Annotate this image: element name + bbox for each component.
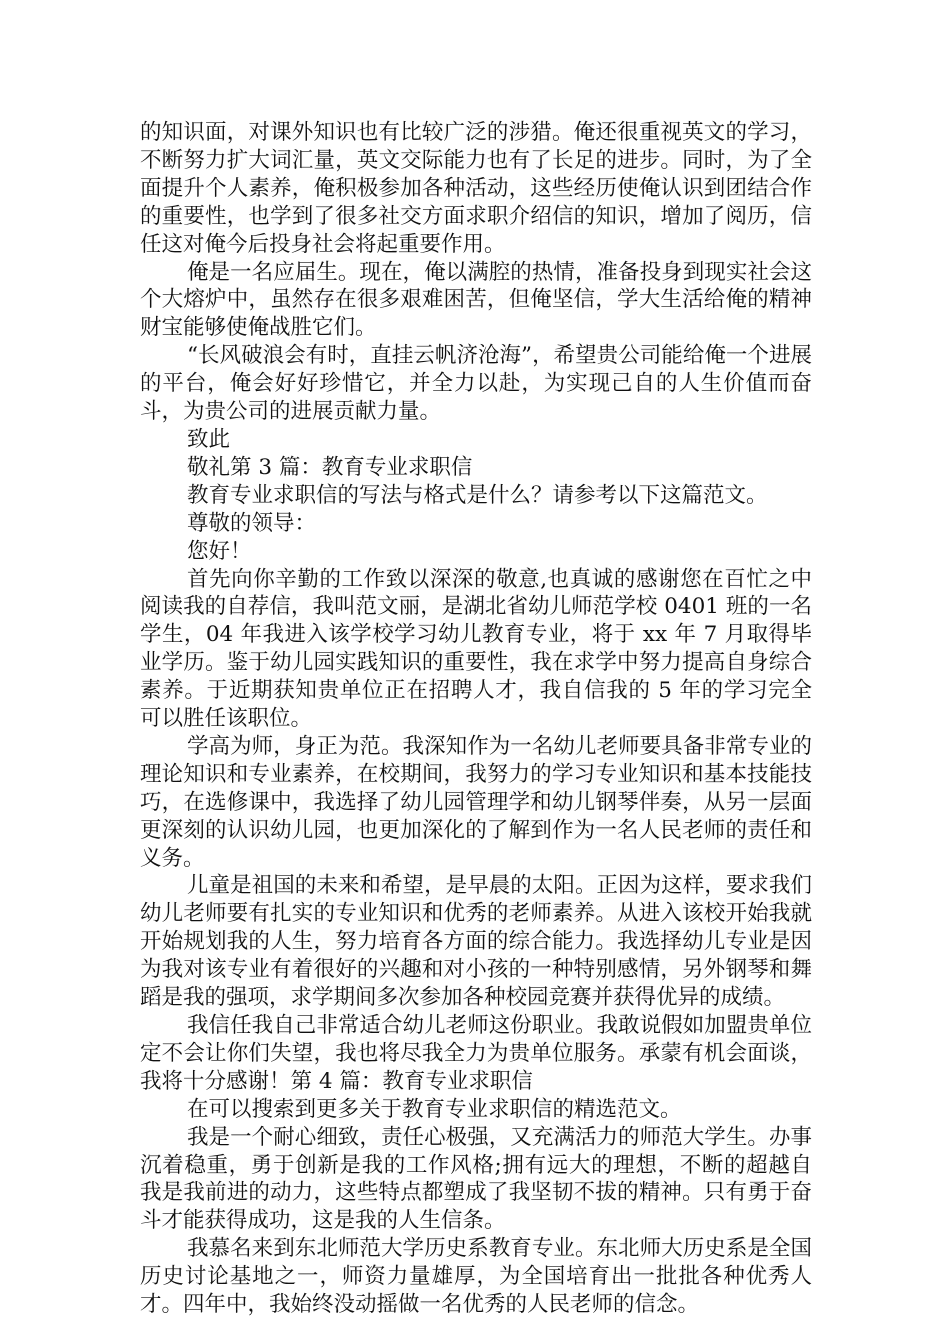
greeting: 您好！ [187, 538, 252, 564]
document-body [140, 119, 812, 1319]
paragraph-teacher-quality: 学高为师，身正为范。我深知作为一名幼儿老师要具备非常专业的理论知识和专业素养，在校期间，我努力的学习专业知识和基本技能技巧，在选修课中，我选择了幼儿园管理学和幼儿钢琴伴奏，从另一层面更深刻的认识幼儿园，也更加深化的了解到作为一名人民老师的责任和义务。 [140, 733, 812, 871]
paragraph-confidence: 我信任我自己非常适合幼儿老师这份职业。我敢说假如加盟贵单位定不会让你们失望，我也将尽我全力为贵单位服务。承蒙有机会面谈，我将十分感谢！第 4 篇：教育专业求职信 [140, 1013, 812, 1094]
closing-line: 致此 [187, 426, 231, 452]
salutation: 尊敬的领导： [187, 510, 317, 536]
paragraph-continued-intro: 的知识面，对课外知识也有比较广泛的涉猎。俺还很重视英文的学习，不断努力扩大词汇量，英文交际能力也有了长足的进步。同时，为了全面提升个人素养，俺积极参加各种活动，这些经历使俺认识到团结合作的重要性，也学到了很多社交方面求职介绍信的知识，增加了阅历，信任这对俺今后投身社会将起重要作用。 [140, 120, 812, 257]
paragraph-quote: “长风破浪会有时，直挂云帆济沧海”，希望贵公司能给俺一个进展的平台，俺会好好珍惜它，并全力以赴，为实现己自的人生价值而奋斗，为贵公司的进展贡献力量。 [140, 343, 812, 425]
paragraph-children: 儿童是祖国的未来和希望，是早晨的太阳。正因为这样，要求我们幼儿老师要有扎实的专业知识和优秀的老师素养。从进入该校开始我就开始规划我的人生，努力培育各方面的综合能力。我选择幼儿专业是因为我对该专业有着很好的兴趣和对小孩的一种特别感情，另外钢琴和舞蹈是我的强项，求学期间多次参加各种校园竞赛并获得优异的成绩。 [140, 873, 812, 1011]
paragraph-graduate: 俺是一名应届生。现在，俺以满腔的热情，准备投身到现实社会这个大熔炉中，虽然存在很多艰难困苦，但俺坚信，学大生活给俺的精神财宝能够使俺战胜它们。 [140, 259, 812, 341]
paragraph-university: 我慕名来到东北师范大学历史系教育专业。东北师大历史系是全国历史讨论基地之一，师资力量雄厚，为全国培育出一批批各种优秀人才。四年中，我始终没动摇做一名优秀的人民老师的信念。 [140, 1236, 812, 1318]
paragraph-search-note: 在可以搜索到更多关于教育专业求职信的精选范文。 [187, 1096, 682, 1122]
section-heading-3: 敬礼第 3 篇：教育专业求职信 [187, 454, 473, 480]
paragraph-intro-3: 教育专业求职信的写法与格式是什么？请参考以下这篇范文。 [187, 482, 768, 508]
paragraph-self-intro: 首先向你辛勤的工作致以深深的敬意,也真诚的感谢您在百忙之中阅读我的自荐信，我叫范文丽，是湖北省幼儿师范学校 0401 班的一名学生，04 年我进入该学校学习幼儿教育专业，将于 xx 年 7 月取得毕业学历。鉴于幼儿园实践知识的重要性，我在求学中努力提高自身综合素养。于近期获知贵单位正在招聘人才，我自信我的 5 年的学习完全可以胜任该职位。 [140, 566, 812, 732]
paragraph-personality: 我是一个耐心细致，责任心极强，又充满活力的师范大学生。办事沉着稳重，勇于创新是我的工作风格;拥有远大的理想，不断的超越自我是我前进的动力，这些特点都塑成了我坚韧不拔的精神。只有勇于奋斗才能获得成功，这是我的人生信条。 [140, 1124, 812, 1234]
